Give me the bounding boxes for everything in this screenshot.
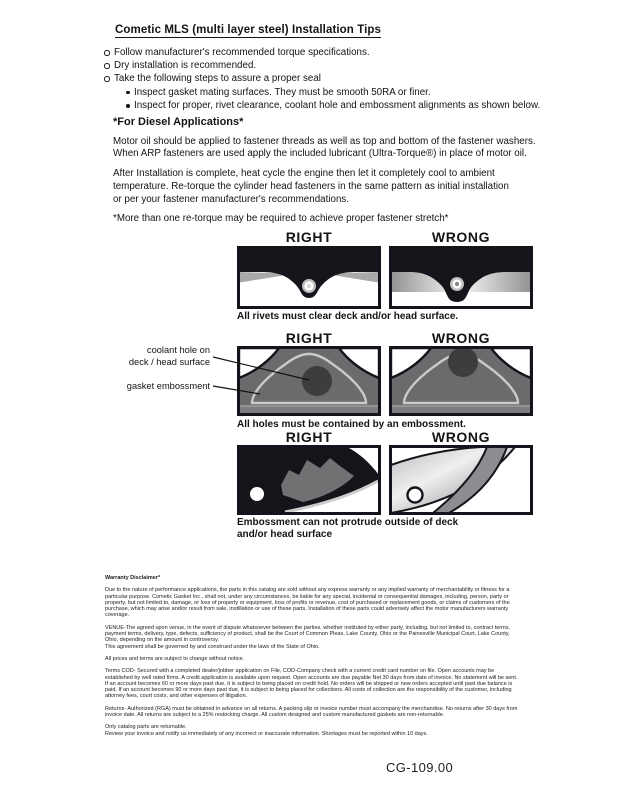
coolant-hole-annotation: coolant hole on deck / head surface [128, 345, 210, 367]
legal-paragraph: Only catalog parts are returnable. Review your invoice and notify us immediately of any incorrect or inaccurate information. Shortages must be reported within 10 days. [105, 724, 428, 737]
row1-caption: All rivets must clear deck and/or head surface. [237, 311, 459, 322]
protrude-right-illustration [237, 445, 381, 515]
diagram-protrude-wrong [389, 445, 533, 515]
leader-lines [105, 340, 425, 420]
protrude-wrong-illustration [389, 445, 533, 515]
diagram-protrude-right [237, 445, 381, 515]
bolt-hole-icon [408, 488, 423, 503]
rivet-right-illustration [237, 246, 381, 309]
tips-list [104, 46, 574, 112]
coolant-hole-icon [448, 347, 478, 377]
tip-text: Take the following steps to assure a proper seal [114, 73, 321, 85]
wrong-label: WRONG [431, 229, 491, 245]
list-item [104, 72, 574, 85]
diesel-paragraph: After Installation is complete, heat cycle the engine then let it completely cool to ambient temperature. Re-torque the cylinder head fasteners in the same pattern as initial installation or per your fastener manufacturer's recommendations. [113, 168, 509, 205]
legal-paragraph: VENUE-The agreed upon venue, in the event of dispute whatsoever between the parties, whether instituted by either party, including, but not limited to, contract terms, payment terms, delivery, type, defects, sufficiency of product, shall be the Court of Common Pleas, Lake County, Ohio or the Painesville Municipal Court, Lake County, Ohio, depending on the amount in controversy. This agreement shall be governed by and construed under the laws of the State of Ohio. [105, 624, 510, 650]
bolt-hole-icon [250, 487, 264, 501]
diagram-rivet-wrong [389, 246, 533, 309]
diagram-rivet-right [237, 246, 381, 309]
legal-paragraph: All prices and terms are subject to change without notice. [105, 655, 245, 662]
tip-text: Inspect for proper, rivet clearance, coolant hole and embossment alignments as shown below. [134, 99, 541, 111]
wrong-label: WRONG [431, 429, 491, 445]
diesel-heading: *For Diesel Applications* [113, 116, 244, 128]
legal-paragraph: Terms COD- Secured with a completed dealer/jobber application on File, COD-Company check with a current credit card number on file. Open accounts may be established by well rated firms. A credit application is available upon request. Open accounts are due payable Net 30 days from date of invoice. No statement will be sent. If an account becomes 60 or more days past due, it is subject to being placed on credit hold. No orders will be shipped or new orders accepted until past due balance is paid. If an account becomes 90 or more days past due, it is subject to being placed for collections. All costs of collection are the responsibility of the customer, including attorney fees, court costs, and other expenses of litigation. [105, 668, 518, 700]
diesel-paragraph: Motor oil should be applied to fastener threads as well as top and bottom of the fastener washers. When ARP fasteners are used apply the included lubricant (Ultra-Torque®) in place of motor oil. [113, 135, 536, 160]
tip-text: Dry installation is recommended. [114, 60, 257, 72]
list-item [104, 46, 574, 59]
list-item [124, 86, 574, 99]
legal-heading: Warranty Disclaimer* [105, 575, 161, 581]
list-item [104, 59, 574, 72]
legal-section [105, 575, 519, 743]
tip-text: Follow manufacturer's recommended torque specifications. [114, 47, 370, 58]
gasket-embossment-annotation: gasket embossment [126, 381, 210, 391]
diesel-section [113, 116, 593, 233]
right-label: RIGHT [285, 330, 333, 346]
legal-paragraph: Due to the nature of performance applications, the parts in this catalog are sold without any express warranty or any implied warranty of merchantability or fitness for a particular purpose. Cometic Gasket Inc., shall not, under any circumstances, be liable for any special, incidental or consequential damages, including, person, party or property, but not limited to, damage, or loss of property or equipment, loss of profits or revenue, cost of purchased or replacement goods, or claims of customers of the purchase, which may arise and/or result from sale, instillation or use of these parts. Installation of these parts could adversely affect the motor manufacturers warranty coverage. [105, 587, 510, 619]
wrong-label: WRONG [431, 330, 491, 346]
tip-text: Inspect gasket mating surfaces. They must be smooth 50RA or finer. [134, 86, 431, 98]
page-title: Cometic MLS (multi layer steel) Installation Tips [115, 24, 382, 36]
rivet-wrong-illustration [389, 246, 533, 309]
row3-caption: Embossment can not protrude outside of deck and/or head surface [237, 517, 459, 540]
row2-caption: All holes must be contained by an embossment. [237, 419, 466, 430]
page-code: CG-109.00 [386, 760, 454, 775]
right-label: RIGHT [285, 429, 333, 445]
list-item [124, 99, 574, 112]
right-label: RIGHT [285, 229, 333, 245]
diesel-note: *More than one re-torque may be required to achieve proper fastener stretch* [113, 213, 449, 225]
legal-paragraph: Returns- Authorized (RGA) must be obtained in advance on all returns. A packing slip or invoice number must accompany the merchandise. No returns after 30 days from invoice date. All returns are subject to a 25% restocking charge. All custom designed and custom manufactured gaskets are non-returnable. [105, 705, 518, 719]
